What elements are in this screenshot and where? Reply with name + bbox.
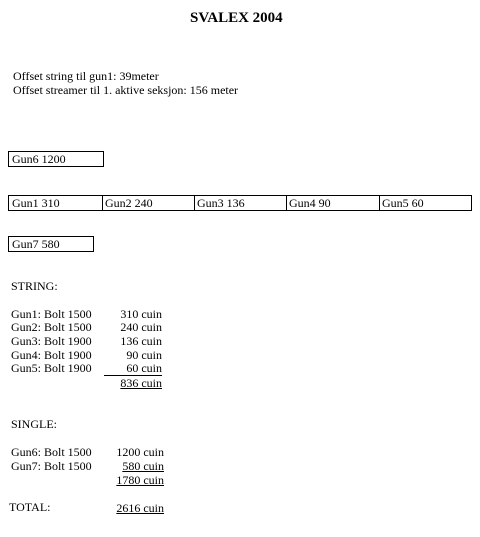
gun2-label: Gun2 240: [105, 196, 153, 210]
string-row-value: 136 cuin: [120, 334, 162, 348]
string-row-value: 310 cuin: [120, 307, 162, 321]
gun3-label: Gun3 136: [197, 196, 245, 210]
string-row-value: 60 cuin: [104, 362, 162, 376]
gun7-label: Gun7 580: [12, 237, 60, 251]
gun3-cell: [194, 196, 287, 210]
offset-streamer-text: Offset streamer til 1. aktive seksjon: 156 meter: [13, 83, 239, 97]
gun5-label: Gun5 60: [382, 196, 424, 210]
string-row-label: Gun1: Bolt 1500: [11, 307, 92, 321]
offset-string-text: Offset string til gun1: 39meter: [13, 69, 159, 83]
gun1-cell: [9, 196, 103, 210]
document-title: SVALEX 2004: [190, 10, 283, 26]
gun4-cell: [286, 196, 380, 210]
gun5-cell: [379, 196, 471, 210]
string-row-label: Gun5: Bolt 1900: [11, 361, 92, 375]
grand-total-label: TOTAL:: [9, 500, 51, 514]
string-row-value: 240 cuin: [120, 320, 162, 334]
gun2-cell: [102, 196, 195, 210]
string-row-value: 90 cuin: [126, 348, 162, 362]
single-total: 1780 cuin: [116, 473, 164, 487]
single-row-value: 580 cuin: [122, 459, 164, 473]
string-row-label: Gun2: Bolt 1500: [11, 320, 92, 334]
single-row-label: Gun7: Bolt 1500: [11, 459, 92, 473]
string-row-label: Gun4: Bolt 1900: [11, 348, 92, 362]
string-heading: STRING:: [11, 279, 58, 293]
gun-string-row: [8, 195, 472, 211]
single-row-label: Gun6: Bolt 1500: [11, 445, 92, 459]
gun7-box: [8, 236, 94, 252]
single-heading: SINGLE:: [11, 417, 57, 431]
gun6-label: Gun6 1200: [12, 152, 66, 166]
string-total: 836 cuin: [120, 376, 162, 390]
gun4-label: Gun4 90: [289, 196, 331, 210]
gun1-label: Gun1 310: [12, 196, 60, 210]
string-row-label: Gun3: Bolt 1900: [11, 334, 92, 348]
single-row-value: 1200 cuin: [116, 445, 164, 459]
gun6-box: [8, 151, 104, 167]
grand-total-value: 2616 cuin: [116, 501, 164, 515]
